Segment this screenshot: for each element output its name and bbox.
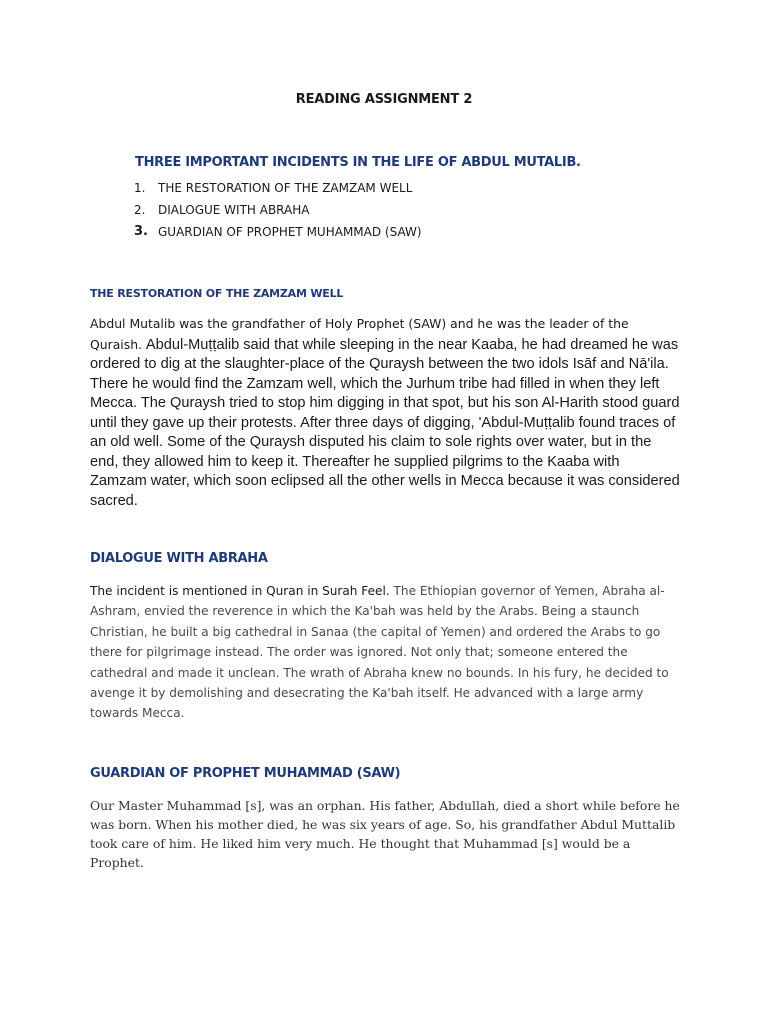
section-body-zamzam bbox=[90, 314, 680, 511]
incidents-list bbox=[134, 177, 422, 243]
list-item-text: THE RESTORATION OF THE ZAMZAM WELL bbox=[158, 181, 413, 195]
section-heading-abraha: DIALOGUE WITH ABRAHA bbox=[90, 551, 268, 566]
list-item bbox=[134, 199, 422, 221]
list-item-number: 3. bbox=[134, 224, 148, 239]
list-item-number: 2. bbox=[134, 203, 146, 217]
intro-heading: THREE IMPORTANT INCIDENTS IN THE LIFE OF ABDUL MUTALIB. bbox=[135, 155, 581, 170]
list-item bbox=[134, 221, 422, 243]
section-lead-text: Abdul Mutalib was the grandfather of Holy Prophet (SAW) and he was the leader of the Quraish. bbox=[90, 316, 629, 352]
list-item-text: GUARDIAN OF PROPHET MUHAMMAD (SAW) bbox=[158, 225, 422, 239]
section-body-guardian: Our Master Muhammad [s], was an orphan. His father, Abdullah, died a short while before he was born. When his mother died, he was six years of age. So, his grandfather Abdul Muttalib took care of him. He liked him very much. He thought that Muhammad [s] would be a Prophet. bbox=[90, 798, 680, 870]
section-paragraph: Abdul-Muṭṭalib said that while sleeping in the near Kaaba, he had dreamed he was ordered to dig at the slaughter-place of the Quraysh between the two idols Isāf and Nā'ila. There he would find the Zamzam well, which the Jurhum tribe had filled in when they left Mecca. The Quraysh tried to stop him digging in that spot, but his son Al-Harith stood guard until they gave up their protests. After three days of digging, 'Abdul-Muṭṭalib found traces of an old well. Some of the Quraysh disputed his claim to sole rights over water, but in the end, they allowed him to keep it. Thereafter he supplied pilgrims to the Kaaba with Zamzam water, which soon eclipsed all the other wells in Mecca because it was considered sacred. bbox=[90, 336, 680, 509]
section-body-abraha bbox=[90, 581, 678, 724]
list-item bbox=[134, 177, 422, 199]
section-heading-guardian: GUARDIAN OF PROPHET MUHAMMAD (SAW) bbox=[90, 766, 401, 781]
list-item-text: DIALOGUE WITH ABRAHA bbox=[158, 203, 310, 217]
section-paragraph: The Ethiopian governor of Yemen, Abraha al-Ashram, envied the reverence in which the Ka'bah was held by the Arabs. Being a staunch Christian, he built a big cathedral in Sanaa (the capital of Yemen) and ordered the Arabs to go there for pilgrimage instead. The order was ignored. Not only that; someone entered the cathedral and made it unclean. The wrath of Abraha knew no bounds. In his fury, he decided to avenge it by demolishing and desecrating the Ka'bah itself. He advanced with a large army towards Mecca. bbox=[90, 584, 669, 721]
section-heading-zamzam: THE RESTORATION OF THE ZAMZAM WELL bbox=[90, 287, 344, 300]
page-title: READING ASSIGNMENT 2 bbox=[295, 92, 473, 107]
section-lead-text: The incident is mentioned in Quran in Surah Feel. bbox=[90, 584, 394, 598]
list-item-number: 1. bbox=[134, 181, 146, 195]
